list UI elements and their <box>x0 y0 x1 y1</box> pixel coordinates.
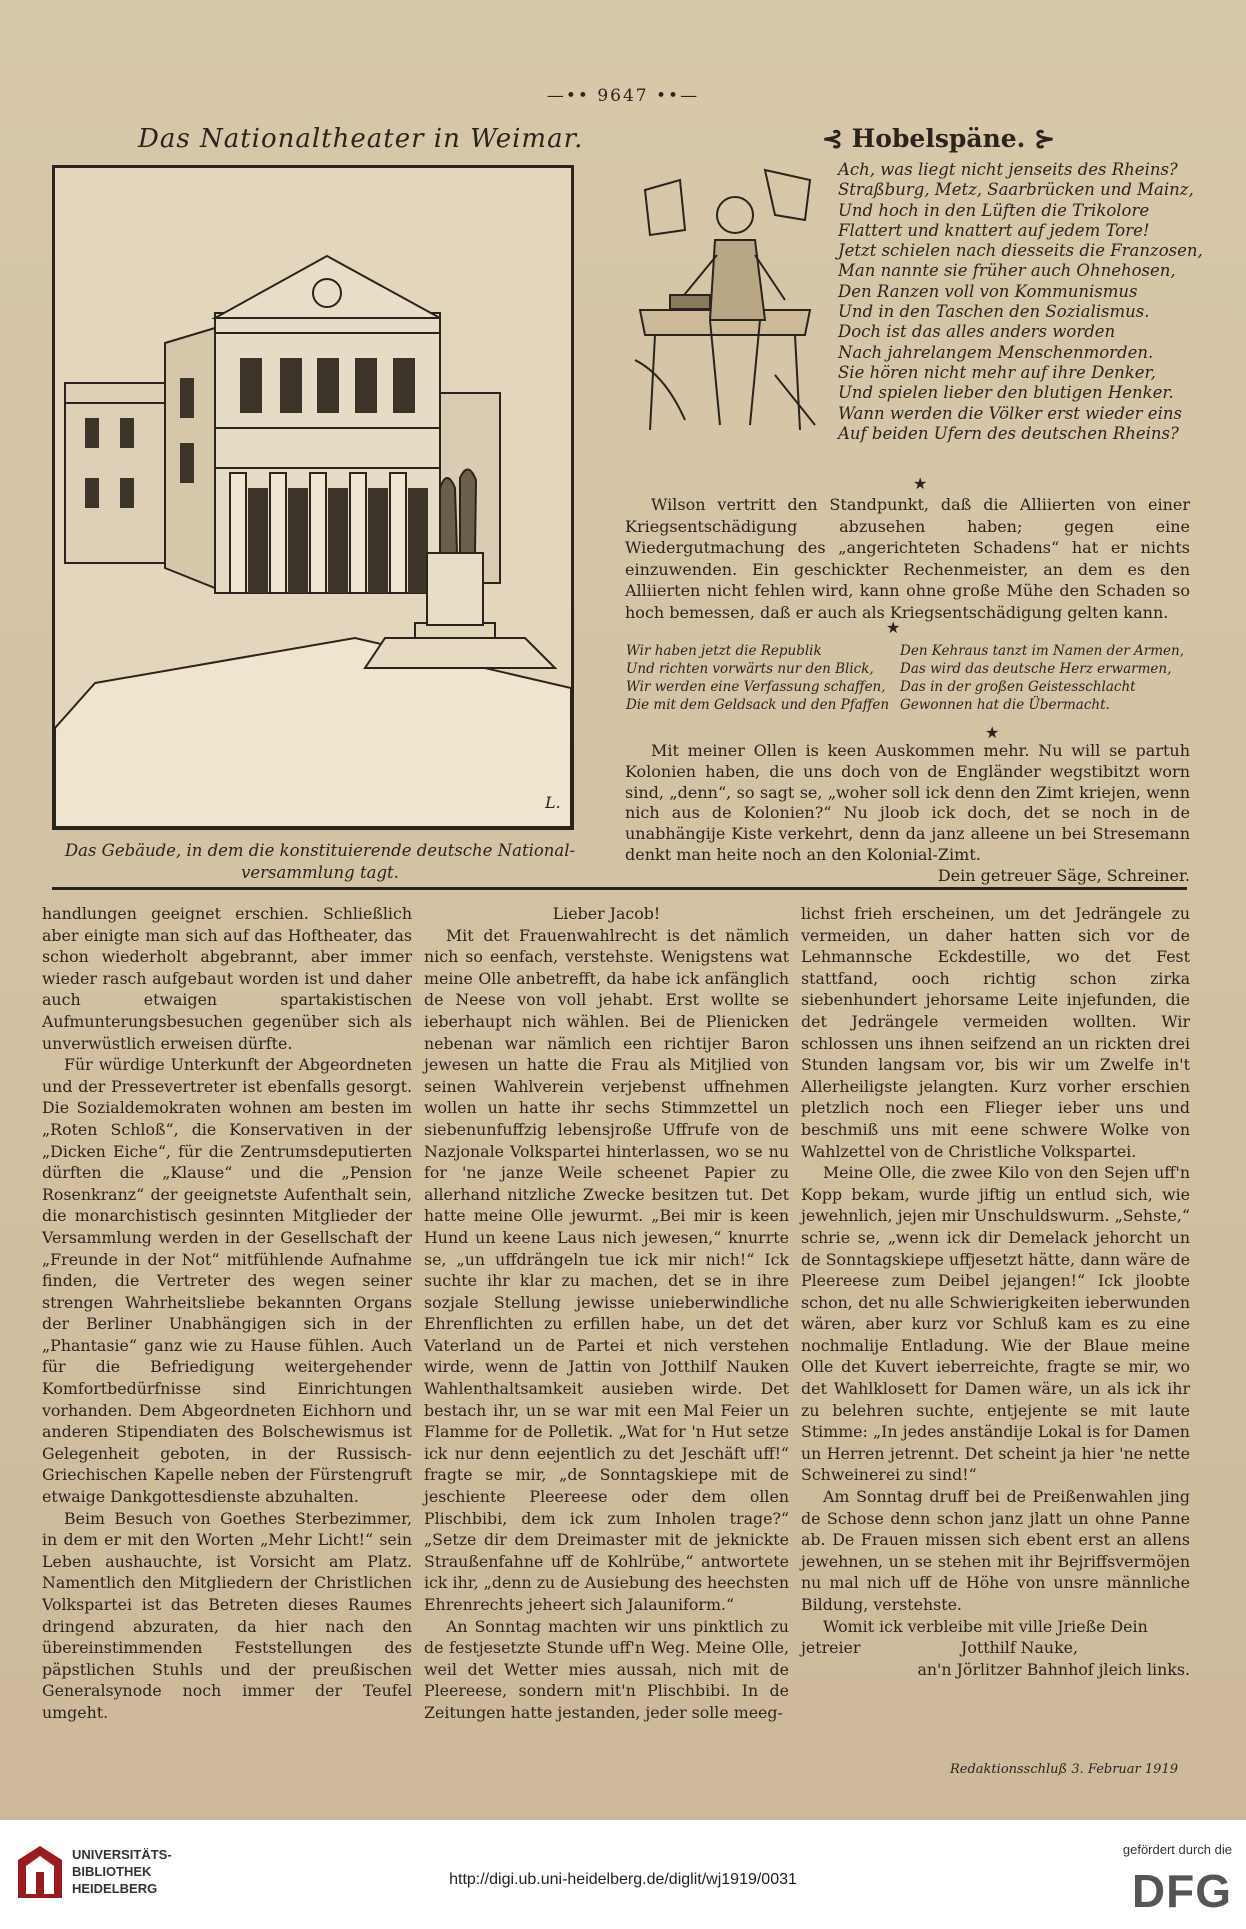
poem-line: Straßburg, Metz, Saarbrücken und Mainz, <box>838 180 1194 200</box>
verse-line: Wir werden eine Verfassung schaffen, <box>626 679 886 695</box>
page-number: —•• 9647 ••— <box>546 86 700 106</box>
poem-line: Auf beiden Ufern des deutschen Rheins? <box>838 423 1179 443</box>
verse-line: Das in der großen Geistesschlacht <box>900 679 1136 695</box>
ollen-signature: Dein getreuer Säge, Schreiner. <box>937 865 1190 885</box>
signature-address: an'n Jörlitzer Bahnhof jleich links. <box>917 1659 1190 1679</box>
source-url-link[interactable]: http://digi.ub.uni-heidelberg.de/diglit/wj1919/0031 <box>449 1871 797 1888</box>
poem-line: Und spielen lieber den blutigen Henker. <box>838 383 1174 403</box>
verse-line: Die mit dem Geldsack und den Pfaffen <box>626 697 890 713</box>
ollen-text: Mit meiner Ollen is keen Auskommen mehr. Nu will se partuh Kolonien haben, die uns doch von de Engländer wegstibitzt worn sind, „denn“, so sagt se, „woher soll ick denn den Zimt kriejen, wenn nich aus de Kolonien?“ Nu jloob ick doch, det se noch in de unabhängije Kiste verkehrt, denn da janz alleene un bei Stresemann denkt man heite noch an den Kolonial-Zimt. <box>625 741 1190 864</box>
wilson-paragraph <box>625 494 1190 623</box>
column-2 <box>424 903 789 1724</box>
letter-salutation: Lieber Jacob! <box>552 904 661 923</box>
uni-line: BIBLIOTHEK <box>72 1864 152 1879</box>
digitization-footer <box>0 1820 1246 1929</box>
verse-line: Wir haben jetzt die Republik <box>626 643 822 659</box>
wilson-text: Wilson vertritt den Standpunkt, daß die Alliierten von einer Kriegsentschädigung abzusehen haben; gegen eine Wiedergutmachung des „angerichteten Schadens“ hat er nichts einzuwenden. Ein geschickter Rechenmeister, an dem es den Alliierten nicht fehlen wird, kann ohne große Mühe den Schaden so hoch bemessen, daß er auch als Kriegsentschädigung gelten kann. <box>625 495 1190 622</box>
col3-paragraph: Womit ick verbleibe mit ville Jrieße Dein <box>823 1616 1148 1636</box>
signature-name: Jotthilf Nauke, <box>961 1638 1079 1658</box>
separator-star: ★ <box>913 474 928 493</box>
col3-paragraph: Am Sonntag druff bei de Preißenwahlen jing de Schose denn schon janz jlatt un ohne Panne ab. De Frauen missen sich ebent erst an allens jewehnen, un se stehen mit ihr Bejriffsvermöjen nu mal nich uff de Höhe von unsre männliche Bildung, verstehste. <box>801 1487 1190 1614</box>
illustration-signature: L. <box>545 793 561 812</box>
figure-caption <box>60 840 580 884</box>
uni-line: UNIVERSITÄTS- <box>72 1847 172 1862</box>
col2-paragraph: An Sonntag machten wir uns pinktlich zu de festjesetzte Stunde uff'n Weg. Meine Olle, weil det Wetter mies aussah, nich mit de Pleereese, sondern mit'n Plischbibi. In de Zeitungen hatte jestanden, jeder solle meeg- <box>424 1616 789 1722</box>
carpenter-woodcut <box>625 160 825 435</box>
col1-paragraph: handlungen geeignet erschien. Schließlich aber einigte man sich auf das Hoftheater, das schon wiederholt abgebrannt, aber immer wieder rasch aufgebaut worden ist und daher auch etwaigen spartakistischen Aufmunterungsbesuchen gegenüber sich als unverwüstlich erweisen dürfte. <box>42 904 412 1053</box>
dfg-logo[interactable]: DFG <box>1131 1865 1232 1917</box>
editorial-deadline: Redaktionsschluß 3. Februar 1919 <box>950 1762 1178 1777</box>
verse-line: Den Kehraus tanzt im Namen der Armen, <box>900 643 1185 659</box>
poem-line: Und hoch in den Lüften die Trikolore <box>838 200 1150 220</box>
poem-line: Nach jahrelangem Menschenmorden. <box>838 342 1154 362</box>
verse-line: Das wird das deutsche Herz erwarmen, <box>900 661 1172 677</box>
separator-star: ★ <box>985 723 1000 742</box>
article-title-left: Das Nationaltheater in Weimar. <box>138 124 584 154</box>
column-title-hobelspaene: ⊰ Hobelspäne. ⊱ <box>822 124 1056 153</box>
ollen-paragraph <box>625 741 1190 887</box>
funding-note: gefördert durch die <box>1122 1842 1232 1857</box>
poem-line: Doch ist das alles anders worden <box>838 322 1116 342</box>
poem-line: Flattert und knattert auf jedem Tore! <box>838 220 1150 240</box>
col1-paragraph: Für würdige Unterkunft der Abgeordneten und der Pressevertreter ist ebenfalls gesorgt. Die Sozialdemokraten wohnen am besten im „Roten Schloß“, die Konservativen in der „Dicken Eiche“, für die Zentrumsdeputierten dürften die „Klause“ und die „Pension Rosenkranz“ der geeignetste Aufenthalt sein, die monarchistisch gesinnten Mitglieder der Versammlung werden in der Gesellschaft der „Freunde in der Not“ mitfühlende Aufnahme finden, die Vertreter des wegen seiner strengen Wahrheitsliebe bekannten Organs der Berliner Unabhängigen sich in der „Phantasie“ ganz wie zu Hause fühlen. Auch für die Befriedigung weitergehender Komfortbedürfnisse sind Einrichtungen vorhanden. Dem Abgeordneten Eichhorn und anderen Stipendiaten des Bolschewismus ist Gelegenheit geboten, in der Russisch-Griechischen Kapelle neben der Fürstengruft etwaige Dankgottesdienste abzuhalten. <box>42 1055 412 1507</box>
verse-line: Und richten vorwärts nur den Blick, <box>626 661 874 677</box>
poem-line: Den Ranzen voll von Kommunismus <box>838 281 1138 301</box>
col3-paragraph: lichst frieh erscheinen, um det Jedrängele zu vermeiden, un daher hatten sich vor de Lehmannsche Eckdestille, wo det Fest stattfand, ooch richtig schon zirka siebenhundert jehorsame Leite injefunden, die det Jedrängele vermeiden wollten. Wir schlossen uns ihnen seifzend an un rickten drei Stunden langsam vor, bis wir um Zwelfe in't Allerheiligste jelangten. Kurz vorher erschien pletzlich noch een Flieger ieber uns und beschmiß uns mit eene schwere Wolke von Wahlzettel von de Christliche Volkspartei. <box>801 904 1190 1161</box>
page-number-value: 9647 <box>597 86 649 106</box>
figure-caption-line1: Das Gebäude, in dem die konstituierende deutsche National- <box>64 841 576 860</box>
verse-line: Gewonnen hat die Übermacht. <box>900 697 1110 713</box>
figure-caption-line2: versammlung tagt. <box>241 863 399 882</box>
separator-star: ★ <box>886 618 901 637</box>
col1-paragraph: Beim Besuch von Goethes Sterbezimmer, in dem er mit den Worten „Mehr Licht!“ sein Leben aushauchte, ist Vorsicht am Platz. Namentlich den Mitgliedern der Christlichen Volkspartei ist das Betreten dieses Raumes dringend abzuraten, da hier nach den übereinstimmenden Feststellungen des päpstlichen Stuhls und der preußischen Generalsynode noch immer der Teufel umgeht. <box>42 1508 412 1722</box>
poem-line: Man nannte sie früher auch Ohnehosen, <box>838 261 1176 281</box>
col3-paragraph: Meine Olle, die zwee Kilo von den Sejen uff'n Kopp bekam, wurde jiftig un entlud sich, wie jewehnlich, jejen mir Unschuldswurm. „Sehste,“ schrie se, „wenn ick dir Demelack jehorcht un de Sonntagskiepe uffjesetzt hätte, dann wäre de Pleereese zum Deibel jejangen!“ Ick jloobte schon, det nu alle Schwierigkeiten ieberwunden wären, aber kurz vor Schluß kam es zu eine nochmalije Entladung. Wie der Blaue meine Olle det Kuvert ieberreichte, fragte se mir, wo det Wahlklosett for Damen wäre, un als ick ihr zu belehren suchte, entjejente se mit laute Stimme: „In jedes anständije Lokal is for Damen un Herren jetrennt. Det scheint ja hier 'ne nette Schweinerei zu sind!“ <box>801 1163 1190 1485</box>
poem-hobelspaene <box>838 160 1210 444</box>
poem-line: Ach, was liegt nicht jenseits des Rheins? <box>838 160 1178 179</box>
column-1 <box>42 903 412 1724</box>
letter-signature <box>801 1637 1190 1659</box>
poem-line: Wann werden die Völker erst wieder eins <box>838 403 1182 423</box>
signature-greeting: jetreier <box>801 1638 861 1658</box>
column-title-text: Hobelspäne. <box>851 124 1026 153</box>
carpenter-drawing <box>625 160 825 435</box>
poem-line: Sie hören nicht mehr auf ihre Denker, <box>838 362 1156 382</box>
verse-left <box>626 642 889 714</box>
column-3 <box>801 903 1190 1680</box>
section-divider <box>52 887 1187 890</box>
col2-paragraph: Mit det Frauenwahlrecht is det nämlich nich so eenfach, verstehste. Wenigstens wat meine Olle anbetrefft, da habe ick anfänglich de Neese von voll jehabt. Erst wollte se ieberhaupt nich wählen. Bei de Plienicken nebenan war nämlich een richtijer Baron jewesen un hatte die Frau als Mitjlied von seinen Wahlverein verjebenst uffnehmen wollen un hatte ihr sechs Stimmzettel un siebenunfuffzig lebensjroße Uffrufe von de Nazjonale Volkspartei hinterlassen, wo se nu for 'ne janze Weile scheenet Papier zu allerhand nitzliche Zwecke besitzen tut. Det hatte meine Olle jewurmt. „Bei mir is keen Hund un keene Laus nich jewesen,“ knurrte se, „un uffdrängeln tue ick mir nich!“ Ick suchte ihr klar zu machen, det se in ihre sozjale Stellung jewisse unieberwindliche Ehrenflichten zu erfillen habe, un det det Vaterland un de Partei et nich verstehen wirde, wenn de Jattin von Jotthilf Nauken Wahlenthaltsamkeit ausieben wirde. Det bestach ihr, un se war mit een Mal Feier un Flamme for de Polletik. „Wat for 'n Hut setze ick nur denn eejentlich zu det Jeschäft uff!“ fragte se mir, „de Sonntagskiepe mit de jeschiente Pleereese oder dem ollen Plischbibi, dem ick zum Inholen trage?“ „Setze dir dem Dreimaster mit de jeknickte Straußenfahne uff de Kohlrübe,“ antwortete ick ihr, „denn zu de Ausiebung des heechsten Ehrenrechts jeheert sich Jalauniform.“ <box>424 925 789 1614</box>
poem-line: Jetzt schielen nach diesseits die Franzosen, <box>838 241 1203 261</box>
poem-line: Und in den Taschen den Sozialismus. <box>838 302 1150 322</box>
theater-illustration <box>52 165 574 830</box>
uni-line: HEIDELBERG <box>72 1881 158 1896</box>
theater-drawing <box>55 168 571 827</box>
verse-right <box>900 642 1184 714</box>
